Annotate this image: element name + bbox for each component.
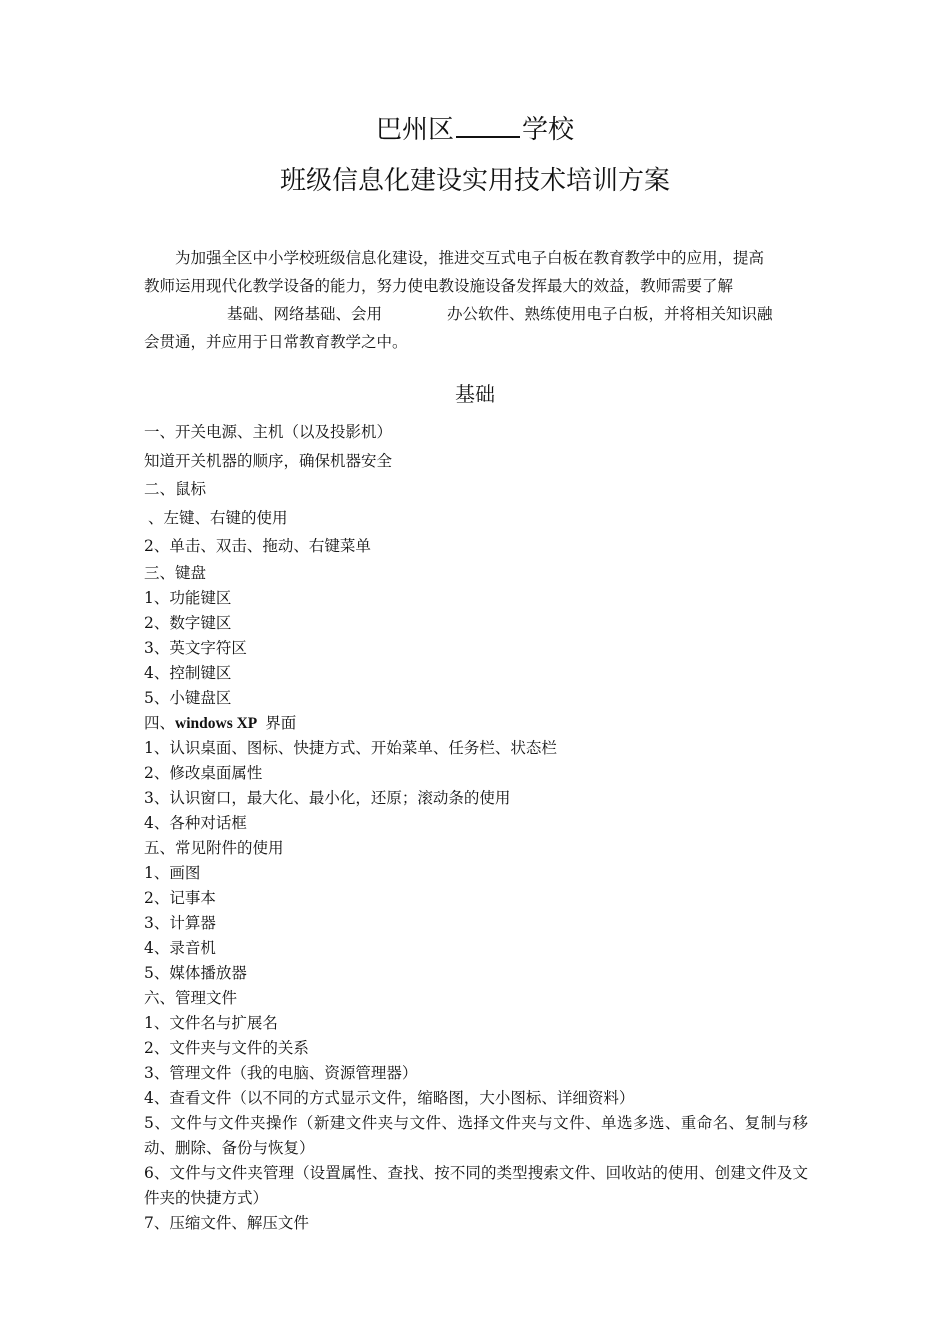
intro-line-4: 会贯通，并应用于日常教育教学之中。 (144, 333, 408, 351)
list-item: 知道开关机器的顺序，确保机器安全 (144, 451, 393, 470)
list-item: 3、计算器 (144, 913, 216, 932)
list-item: 2、单击、双击、拖动、右键菜单 (144, 537, 371, 555)
heading-suffix: 界面 (265, 713, 297, 732)
list-item: 4、控制键区 (144, 663, 232, 682)
heading-power: 一、开关电源、主机（以及投影机） (144, 423, 393, 441)
heading-mouse: 二、鼠标 (144, 480, 207, 498)
intro-paragraph (144, 244, 808, 356)
list-item: 4、各种对话框 (144, 813, 247, 832)
heading-keyboard: 三、键盘 (144, 563, 207, 582)
list-item: 、左键、右键的使用 (148, 508, 288, 527)
intro-line-3 (144, 300, 808, 328)
list-item: 2、文件夹与文件的关系 (144, 1038, 309, 1057)
heading-file-management: 六、管理文件 (144, 988, 238, 1007)
list-item: 4、查看文件（以不同的方式显示文件，缩略图，大小图标、详细资料） (144, 1088, 635, 1107)
intro-line-2: 教师运用现代化教学设备的能力，努力使电教设施设备发挥最大的效益，教师需要了解 (144, 277, 734, 295)
list-item: 7、压缩文件、解压文件 (144, 1213, 309, 1232)
heading-prefix: 四、 (144, 713, 176, 732)
document-subtitle: 班级信息化建设实用技术培训方案 (279, 166, 670, 196)
list-item: 4、录音机 (144, 938, 216, 957)
list-item: 5、文件与文件夹操作（新建文件夹与文件、选择文件夹与文件、单选多选、重命名、复制与移动、删除、备份与恢复） (144, 1113, 808, 1157)
list-item: 1、画图 (144, 863, 201, 882)
heading-accessories: 五、常见附件的使用 (144, 838, 284, 857)
list-item: 3、认识窗口，最大化、最小化，还原；滚动条的使用 (144, 788, 511, 807)
heading-bold-text: windows XP (175, 714, 258, 732)
outline-list (144, 418, 808, 1236)
list-item: 2、修改桌面属性 (144, 763, 263, 782)
list-item: 3、管理文件（我的电脑、资源管理器） (144, 1063, 418, 1082)
list-item: 3、英文字符区 (144, 638, 247, 657)
list-item: 1、功能键区 (144, 588, 232, 607)
list-item: 2、数字键区 (144, 613, 232, 632)
section-heading: 基础 (455, 382, 495, 406)
document-title (0, 112, 950, 148)
title-prefix: 巴州区 (375, 115, 454, 145)
list-item: 1、认识桌面、图标、快捷方式、开始菜单、任务栏、状态栏 (144, 738, 557, 757)
title-suffix: 学校 (522, 115, 575, 145)
intro-line-3-part-a: 基础、网络基础、会用 (227, 305, 383, 323)
list-item: 2、记事本 (144, 888, 216, 907)
list-item: 5、小键盘区 (144, 688, 232, 707)
heading-windows-xp (144, 711, 808, 736)
list-item: 6、文件与文件夹管理（设置属性、查找、按不同的类型搜索文件、回收站的使用、创建文件及文件夹的快捷方式） (144, 1163, 808, 1207)
title-blank-underline (456, 112, 520, 138)
intro-line-1: 为加强全区中小学校班级信息化建设，推进交互式电子白板在教育教学中的应用，提高 (175, 249, 765, 267)
intro-line-3-part-b: 办公软件、熟练使用电子白板，并将相关知识融 (447, 305, 773, 323)
list-item: 5、媒体播放器 (144, 963, 247, 982)
list-item: 1、文件名与扩展名 (144, 1013, 278, 1032)
